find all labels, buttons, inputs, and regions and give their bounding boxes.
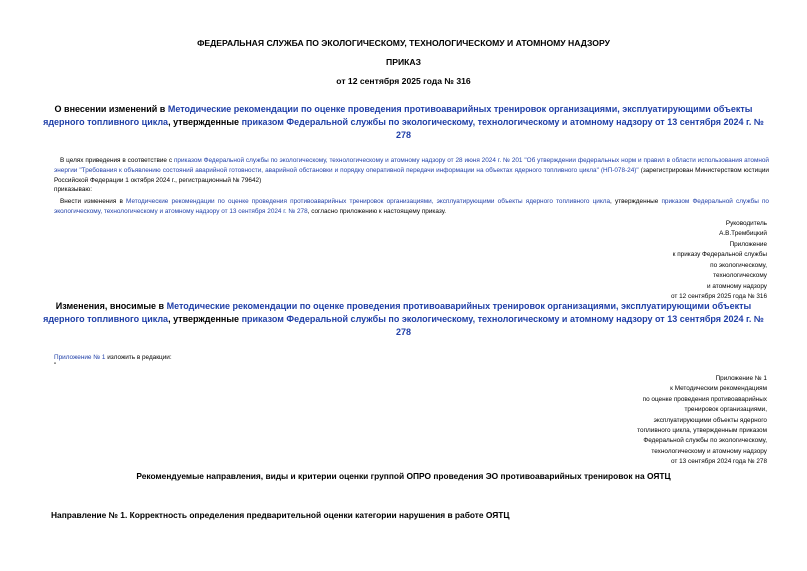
- appendix-1-line: по оценке проведения противоаварийных: [642, 395, 767, 403]
- appendix-1-line: к Методическим рекомендациям: [670, 385, 767, 393]
- appendix-1-line: тренировок организациями,: [684, 406, 767, 414]
- appendix-1-line: Федеральной службы по экологическому,: [643, 437, 767, 445]
- appendix-1-line: Приложение № 1: [715, 375, 767, 382]
- amend-suffix: , согласно приложению к настоящему приказу.: [307, 208, 447, 215]
- appendix-line: от 12 сентября 2025 года № 316: [671, 293, 767, 301]
- changes-methodical-link[interactable]: Методические рекомендации по оценке проведения противоаварийных тренировок организациями, эксплуатирующими объекты ядерного топливного цикла: [43, 301, 752, 324]
- amend-prefix: Внести изменения в: [60, 198, 127, 205]
- appendix-reference: [671, 240, 767, 302]
- amend-paragraph: [54, 197, 769, 217]
- signature-block: [719, 219, 767, 240]
- signature-name: А.В.Трембицкий: [719, 230, 767, 238]
- quote-mark: ": [54, 362, 57, 369]
- amendment-text: изложить в редакции:: [105, 354, 172, 361]
- appendix-1-link[interactable]: Приложение № 1: [54, 354, 106, 361]
- changes-title-prefix: Изменения, вносимые в: [55, 301, 167, 311]
- amend-order-278-link[interactable]: приказом Федеральной службы по экологическому, технологическому и атомному надзору от 13 сентября 2024 г. № 278: [54, 198, 769, 215]
- amend-methodical-link[interactable]: Методические рекомендации по оценке проведения противоаварийных тренировок организациями, эксплуатирующими объекты ядерного топливного цикла: [126, 198, 611, 205]
- amend-middle: , утвержденные: [610, 198, 662, 205]
- appendix-1-line: от 13 сентября 2024 года № 278: [671, 458, 767, 466]
- order-title-middle: , утвержденные: [168, 117, 242, 127]
- changes-order-278-link[interactable]: приказом Федеральной службы по экологическому, технологическому и атомному надзору от 13 сентября 2024 г. № 278: [241, 314, 764, 337]
- appendix-line: по экологическому,: [710, 261, 767, 269]
- appendix-1-line: топливного цикла, утвержденным приказом: [637, 427, 767, 435]
- appendix-line: Приложение: [729, 241, 767, 248]
- section-title: Рекомендуемые направления, виды и критерии оценки группой ОПРО проведения ЭО противоаварийных тренировок на ОЯТЦ: [136, 471, 671, 481]
- preamble-registration: (зарегистрирован Министерством юстиции Российской Федерации 1 октября 2024 г., регистрационный № 79642): [54, 167, 769, 184]
- preamble-paragraph: [54, 156, 769, 186]
- changes-title-middle: , утвержденные: [168, 314, 242, 324]
- changes-title: [40, 300, 767, 339]
- methodical-recommendations-link[interactable]: Методические рекомендации по оценке проведения противоаварийных тренировок организациями, эксплуатирующими объекты ядерного топливного цикла: [43, 104, 753, 127]
- appendix-line: к приказу Федеральной службы: [672, 251, 767, 259]
- agency-name: ФЕДЕРАЛЬНАЯ СЛУЖБА ПО ЭКОЛОГИЧЕСКОМУ, ТЕХНОЛОГИЧЕСКОМУ И АТОМНОМУ НАДЗОРУ: [197, 38, 610, 48]
- order-title: [40, 103, 767, 142]
- amendment-line: [54, 354, 172, 361]
- doc-type: ПРИКАЗ: [386, 57, 421, 67]
- signature-position: Руководитель: [725, 220, 767, 227]
- doc-date-number: от 12 сентября 2025 года № 316: [336, 76, 471, 86]
- appendix-line: и атомному надзору: [707, 282, 767, 290]
- appendix-line: технологическому: [713, 272, 767, 280]
- appendix-1-reference: [637, 374, 767, 468]
- preamble-prefix: В целях приведения в соответствие с: [60, 157, 174, 164]
- direction-title: Направление № 1. Корректность определения предварительной оценки категории нарушения в работе ОЯТЦ: [51, 510, 510, 520]
- appendix-1-line: технологическому и атомному надзору: [651, 447, 767, 455]
- order-278-link[interactable]: приказом Федеральной службы по экологическому, технологическому и атомному надзору от 13 сентября 2024 г. № 278: [241, 117, 764, 140]
- order-201-link[interactable]: приказом Федеральной службы по экологическому, технологическому и атомному надзору от 28 июня 2024 г. № 201 "Об утверждении федеральных норм и правил в области использования атомной энергии "Требования к объявлению состояний аварийной готовности, аварийной обстановки и порядку оперативной передачи информации на объектах ядерного топливного цикла" (НП-078-24)": [54, 157, 769, 174]
- order-title-prefix: О внесении изменений в: [54, 104, 168, 114]
- order-word: приказываю:: [54, 186, 92, 193]
- appendix-1-line: эксплуатирующими объекты ядерного: [653, 416, 767, 424]
